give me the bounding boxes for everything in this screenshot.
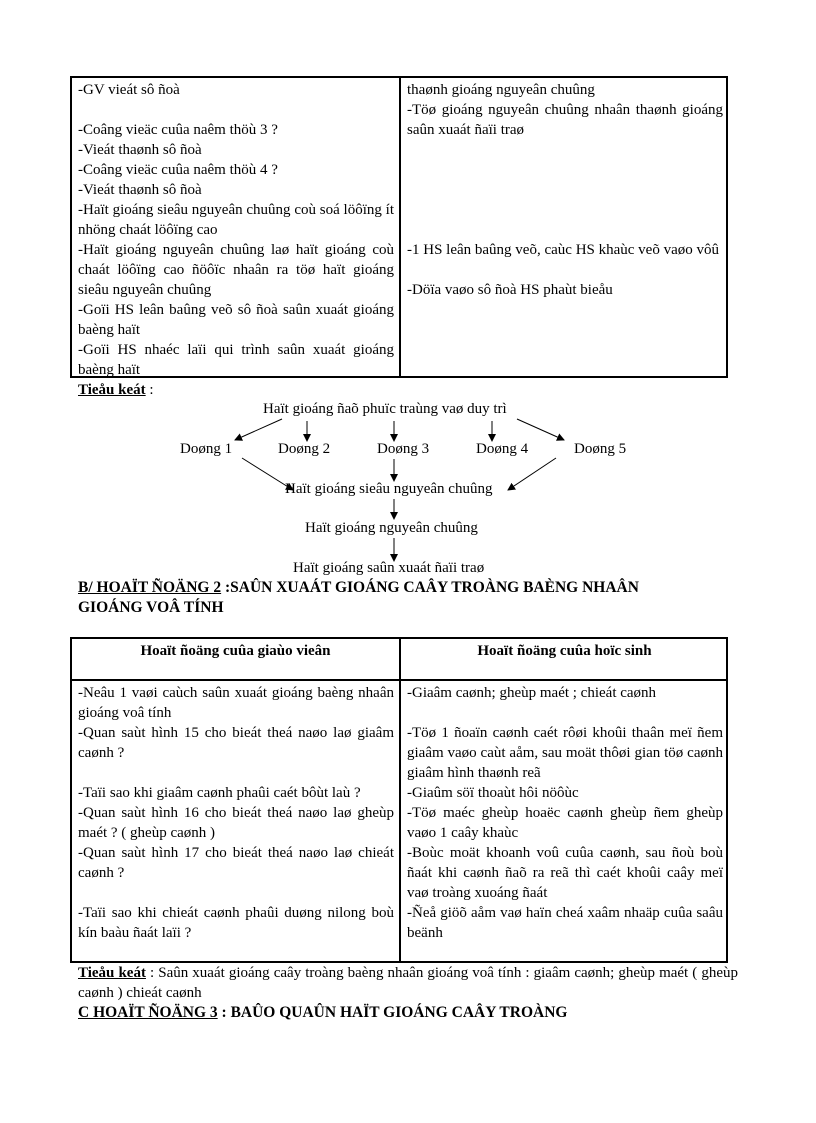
diagram-line-4: Doøng 4 [476, 441, 529, 457]
student-line: -Töø maéc gheùp hoaëc caønh gheùp ñem gheùp vaøo 1 caây khaùc [407, 805, 723, 841]
diagram-line-5: Doøng 5 [574, 441, 627, 457]
diagram-line-1: Doøng 1 [180, 441, 233, 457]
teacher-line: -Vieát thaønh sô ñoà [78, 142, 202, 158]
arrow-to-line-5 [517, 419, 564, 440]
diagram-line-2: Doøng 2 [278, 441, 331, 457]
diagram-top-label: Haït gioáng ñaõ phuïc traùng vaø duy trì [263, 401, 507, 417]
teacher-column-header: Hoaït ñoäng cuûa giaùo vieân [140, 643, 331, 659]
section-c-label: C HOAÏT ÑOÄNG 3 [78, 1004, 218, 1021]
seed-production-diagram [0, 395, 816, 585]
teacher-line: -Coâng vieäc cuûa naêm thöù 4 ? [78, 162, 278, 178]
teacher-line: -Quan saùt hình 16 cho bieát theá naøo laø gheùp maét ? ( gheùp caønh ) [78, 805, 394, 841]
student-activity-cell [407, 80, 723, 300]
student-line: thaønh gioáng nguyeân chuûng [407, 82, 595, 98]
teacher-line: -Vieát thaønh sô ñoà [78, 182, 202, 198]
teacher-line: -Taïi sao khi chieát caønh phaûi duøng nilong boù kín baàu ñaát laïi ? [78, 905, 394, 941]
teacher-line: -GV vieát sô ñoà [78, 82, 180, 98]
section-b-title-2: GIOÁNG VOÂ TÍNH [78, 599, 224, 616]
section-b-heading [78, 578, 738, 618]
header-divider [72, 679, 726, 681]
student-line: -Töø gioáng nguyeân chuûng nhaân thaønh gioáng saûn xuaát ñaïi traø [407, 102, 723, 138]
column-divider [399, 78, 401, 376]
teacher-line: -Goïi HS leân baûng veõ sô ñoà saûn xuaát gioáng baèng haït [78, 302, 394, 338]
student-column-header: Hoaït ñoäng cuûa hoïc sinh [477, 643, 652, 659]
diagram-step-1: Haït gioáng sieâu nguyeân chuûng [285, 481, 493, 497]
student-line: -Boùc moät khoanh voû cuûa caønh, sau ñoù boù ñaát khi caønh ñaõ ra reã thì caét khoûi caây meï vaø troàng xuoáng ñaát [407, 845, 723, 901]
summary-2 [78, 963, 738, 1003]
summary-label: Tieåu keát [78, 965, 146, 981]
teacher-activity-cell [78, 683, 394, 943]
teacher-line: -Neâu 1 vaøi caùch saûn xuaát gioáng baèng nhaân gioáng voâ tính [78, 685, 394, 721]
activity-table-2 [70, 637, 728, 963]
section-b-label: B/ HOAÏT ÑOÄNG 2 [78, 579, 222, 596]
student-line: -Giaûm söï thoaùt hôi nöôùc [407, 785, 579, 801]
student-line: -Döïa vaøo sô ñoà HS phaùt bieåu [407, 282, 613, 298]
teacher-line: -Goïi HS nhaéc laïi qui trình saûn xuaát gioáng baèng haït [78, 342, 394, 378]
teacher-line: -Coâng vieäc cuûa naêm thöù 3 ? [78, 122, 278, 138]
student-line: -1 HS leân baûng veõ, caùc HS khaùc veõ vaøo vôû [407, 242, 719, 258]
summary-label: Tieåu keát [78, 382, 146, 398]
arrow-from-line-5 [508, 458, 556, 490]
diagram-step-3: Haït gioáng saûn xuaát ñaïi traø [293, 560, 485, 576]
summary-colon: : [145, 382, 154, 398]
activity-table-1 [70, 76, 728, 378]
student-line: -Ñeå giöõ aåm vaø haïn cheá xaâm nhaäp cuûa saâu beänh [407, 905, 723, 941]
teacher-line: -Quan saùt hình 15 cho bieát theá naøo laø giaâm caønh ? [78, 725, 394, 761]
column-divider [399, 639, 401, 961]
student-line: -Töø 1 ñoaïn caønh caét rôøi khoûi thaân meï ñem giaâm vaøo caùt aåm, sau moät thôøi gian töø caønh giaâm hình thaønh reã [407, 725, 723, 781]
diagram-step-2: Haït gioáng nguyeân chuûng [305, 520, 478, 536]
teacher-line: -Haït gioáng nguyeân chuûng laø haït gioáng coù chaát löôïng cao ñöôïc nhaân ra töø haït gioáng sieâu nguyeân chuûng [78, 242, 394, 298]
teacher-line: -Taïi sao khi giaâm caønh phaûi caét bôùt laù ? [78, 785, 361, 801]
section-b-title-1: :SAÛN XUAÁT GIOÁNG CAÂY TROÀNG BAÈNG NHAÂN [221, 579, 639, 596]
section-c-title: : BAÛO QUAÛN HAÏT GIOÁNG CAÂY TROÀNG [217, 1004, 568, 1021]
teacher-activity-cell [78, 80, 394, 380]
teacher-line: -Haït gioáng sieâu nguyeân chuûng coù soá löôïng ít nhöng chaát löôïng cao [78, 202, 394, 238]
section-c-heading [78, 1003, 567, 1023]
student-activity-cell [407, 683, 723, 943]
diagram-line-3: Doøng 3 [377, 441, 430, 457]
arrow-to-line-1 [235, 419, 282, 440]
teacher-line: -Quan saùt hình 17 cho bieát theá naøo laø chieát caønh ? [78, 845, 394, 881]
summary-text: : Saûn xuaát gioáng caây troàng baèng nhaân gioáng voâ tính : giaâm caønh; gheùp maét ( gheùp caønh ) chieát caønh [78, 965, 738, 1001]
student-line: -Giaâm caønh; gheùp maét ; chieát caønh [407, 685, 657, 701]
